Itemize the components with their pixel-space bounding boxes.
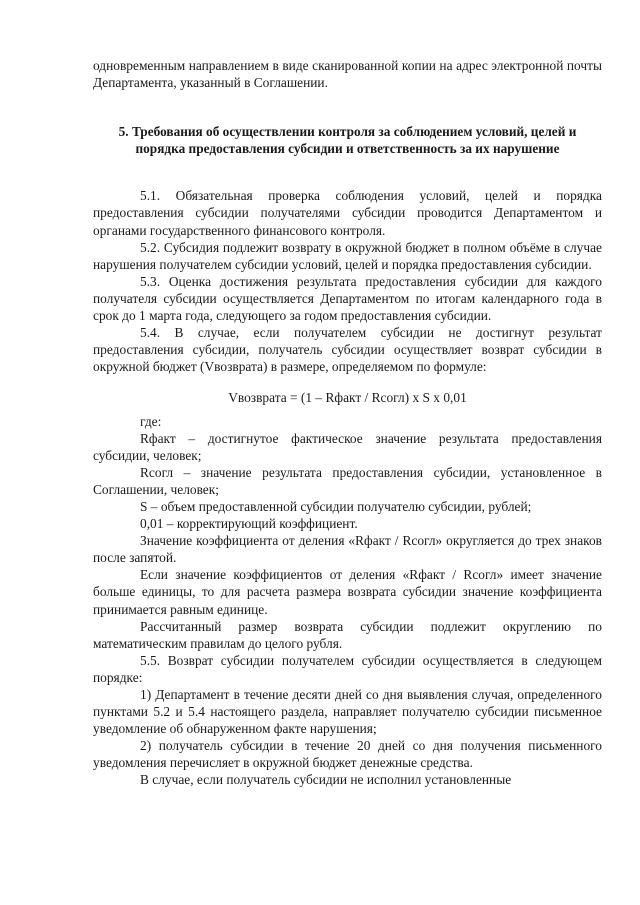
return-formula: Vвозврата = (1 – Rфакт / Rсогл) x S x 0,01 — [228, 390, 467, 406]
rounding-coefficient-paragraph: Значение коэффициента от деления «Rфакт / Rсогл» округляется до трех знаков после запятой. — [93, 533, 602, 566]
step-1-paragraph: 1) Департамент в течение десяти дней со дня выявления случая, определенного пунктами 5.2 и 5.4 настоящего раздела, направляет получателю субсидии письменное уведомление об обнаруженном факте нарушения; — [93, 687, 602, 737]
closing-paragraph: В случае, если получатель субсидии не исполнил установленные — [140, 772, 512, 788]
step-2-paragraph: 2) получатель субсидии в течение 20 дней со дня получения письменного уведомления перечисляет в окружной бюджет денежные средства. — [93, 738, 602, 771]
definition-coefficient: 0,01 – корректирующий коэффициент. — [140, 516, 358, 532]
definition-s: S – объем предоставленной субсидии получателю субсидии, рублей; — [140, 498, 532, 514]
paragraph-5-4: 5.4. В случае, если получателем субсидии не достигнут результат предоставления субсидии, получатель субсидии осуществляет возврат субсидии в окружной бюджет (Vвозврата) в размере, определяемом по формуле: — [93, 325, 602, 375]
paragraph-5-1: 5.1. Обязательная проверка соблюдения условий, целей и порядка предоставления субсидии получателями субсидии проводится Департаментом и органами государственного финансового контроля. — [93, 188, 602, 238]
section-title: 5. Требования об осуществлении контроля за соблюдением условий, целей и порядка предоставления субсидии и ответственность за их нарушение — [118, 124, 577, 157]
formula-where-label: где: — [140, 413, 162, 429]
coefficient-gt-one-paragraph: Если значение коэффициентов от деления «Rфакт / Rсогл» имеет значение больше единицы, то для расчета размера возврата субсидии значение коэффициента принимается равным единице. — [93, 567, 602, 617]
intro-paragraph: одновременным направлением в виде сканированной копии на адрес электронной почты Департамента, указанный в Соглашении. — [93, 58, 602, 91]
rounding-sum-paragraph: Рассчитанный размер возврата субсидии подлежит округлению по математическим правилам до целого рубля. — [93, 618, 602, 651]
document-page — [93, 57, 602, 789]
paragraph-5-2: 5.2. Субсидия подлежит возврату в окружной бюджет в полном объёме в случае нарушения получателем субсидии условий, целей и порядка предоставления субсидии. — [93, 239, 602, 272]
paragraph-5-5: 5.5. Возврат субсидии получателем субсидии осуществляется в следующем порядке: — [93, 652, 602, 685]
definition-rfact: Rфакт – достигнутое фактическое значение результата предоставления субсидии, человек; — [93, 430, 602, 463]
paragraph-5-3: 5.3. Оценка достижения результата предоставления субсидии для каждого получателя субсидии осуществляется Департаментом по итогам календарного года в срок до 1 марта года, следующего за годом предоставления субсидии. — [93, 273, 602, 324]
definition-rsogl: Rсогл – значение результата предоставления субсидии, установленное в Соглашении, человек; — [93, 464, 602, 497]
